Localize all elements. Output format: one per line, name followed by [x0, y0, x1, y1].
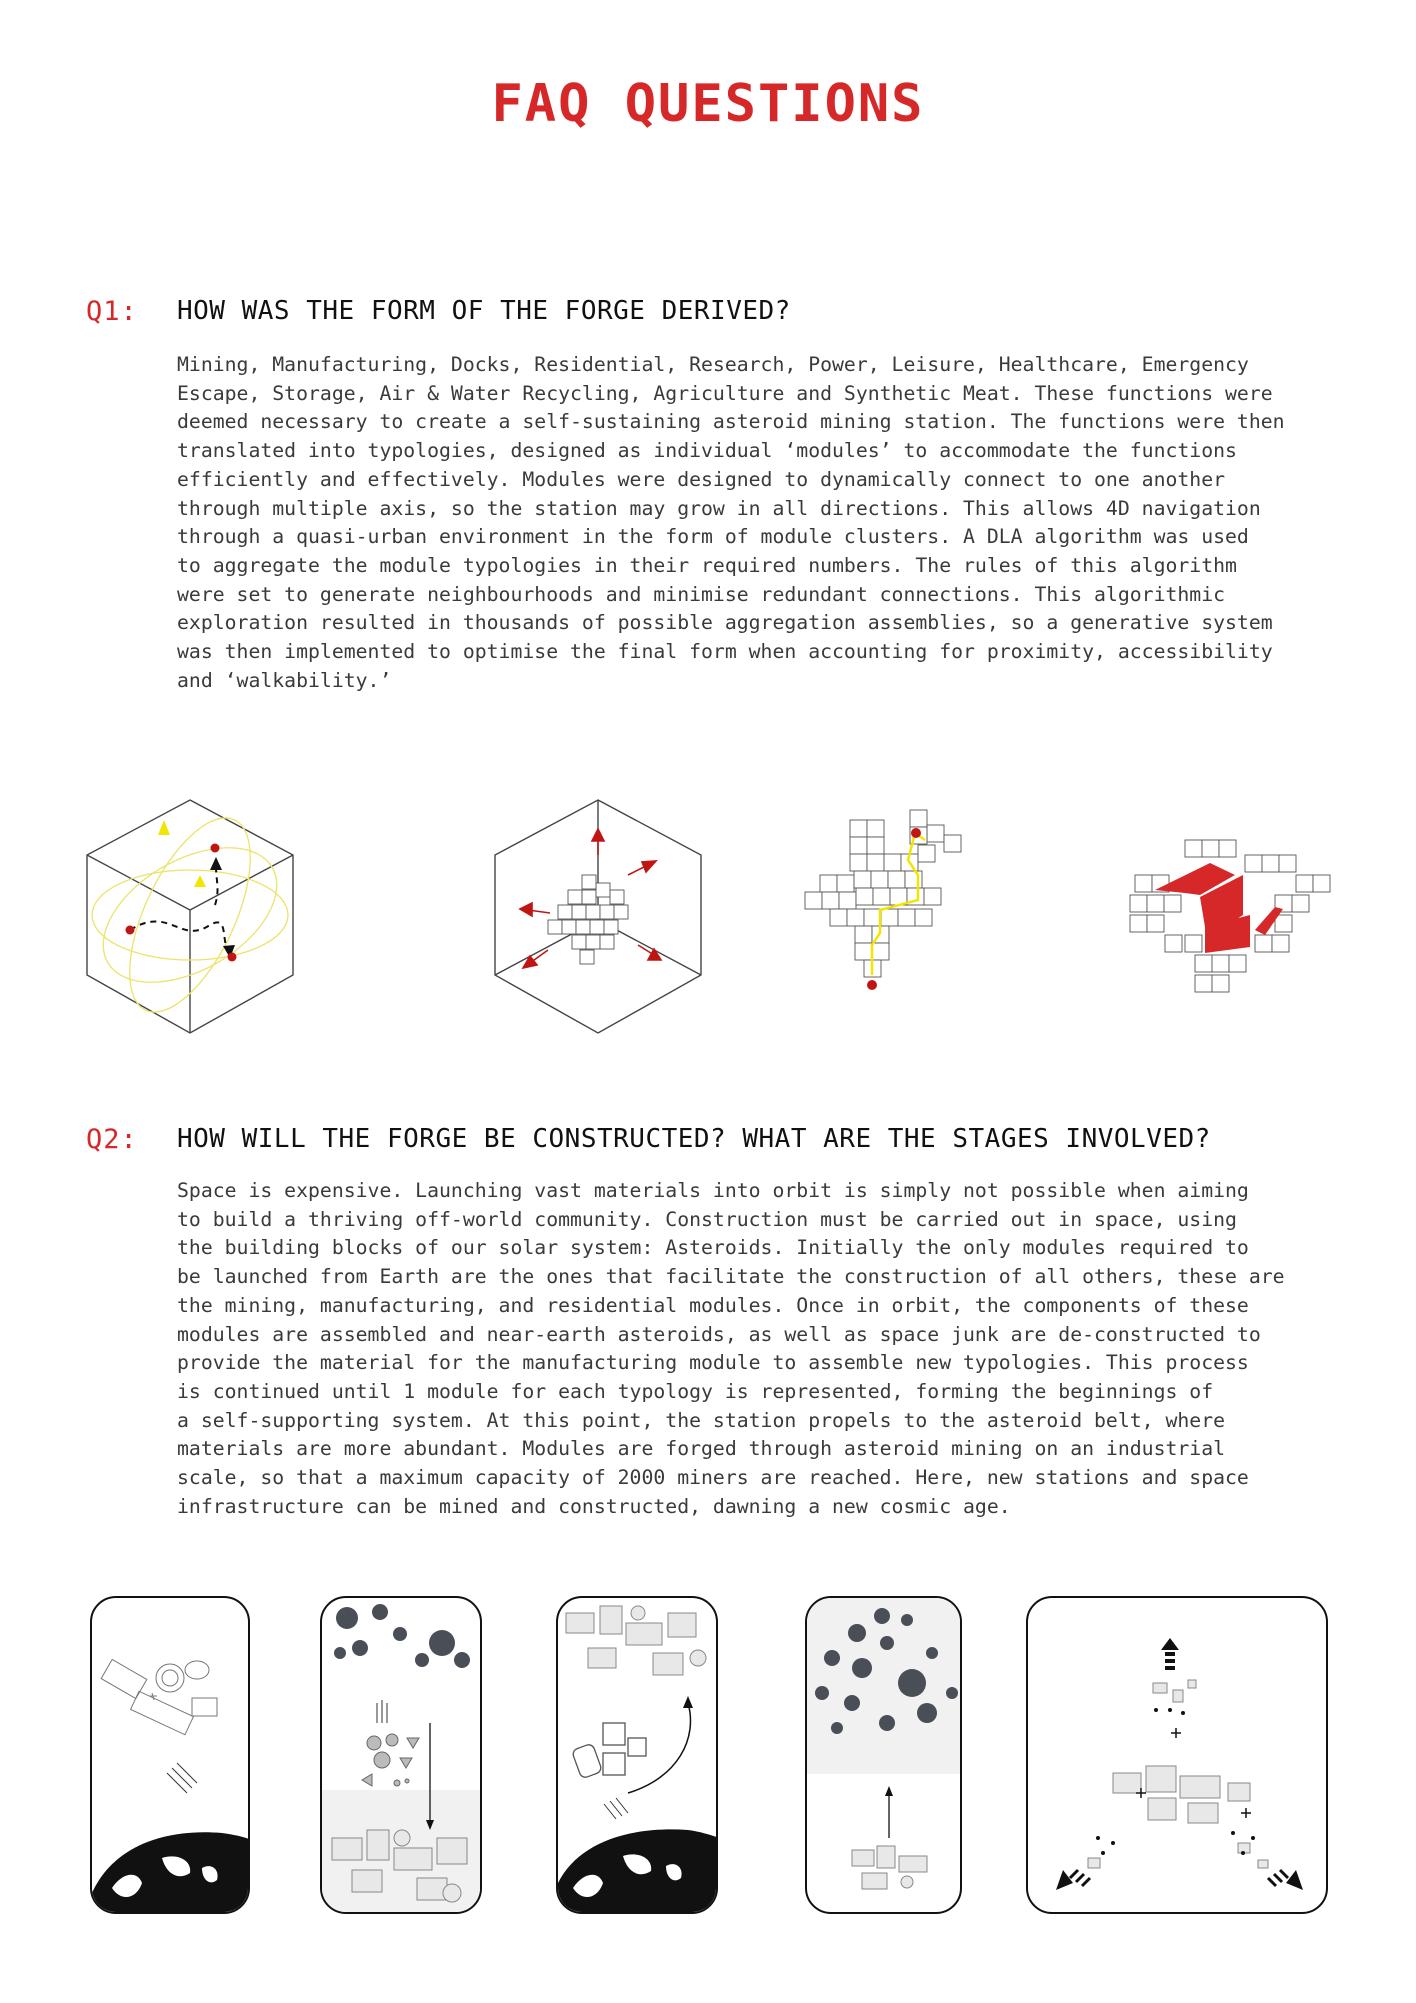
q2-answer-line: the mining, manufacturing, and residential modules. Once in orbit, the components of these — [177, 1293, 1249, 1317]
launch-illustration — [92, 1598, 250, 1914]
q1-label: Q1: — [86, 296, 138, 327]
q1-answer-line: deemed necessary to create a self-sustaining asteroid mining station. The functions were then — [177, 410, 1285, 434]
diagram-cluster-path — [800, 805, 1000, 1005]
stage-card-launch — [90, 1596, 250, 1914]
q2-answer-line: Space is expensive. Launching vast materials into orbit is simply not possible when aiming — [177, 1179, 1249, 1202]
q1-answer — [177, 351, 1337, 695]
q2-label: Q2: — [86, 1124, 138, 1155]
q2-answer-line: modules are assembled and near-earth asteroids, as well as space junk are de-constructed to — [177, 1322, 1261, 1346]
q2-answer-line: to build a thriving off-world community. Construction must be carried out in space, using — [177, 1207, 1237, 1231]
diagram-cluster-highlight — [1125, 835, 1335, 1005]
q1-answer-line: through multiple axis, so the station may grow in all directions. This allows 4D navigation — [177, 496, 1261, 520]
q2-answer-line: infrastructure can be mined and constructed, dawning a new cosmic age. — [177, 1494, 1011, 1518]
expansion-illustration — [1028, 1598, 1328, 1914]
q2-answer-line: materials are more abundant. Modules are forged through asteroid mining on an industrial — [177, 1437, 1226, 1461]
q1-question: HOW WAS THE FORM OF THE FORGE DERIVED? — [177, 296, 791, 326]
q1-answer-line: translated into typologies, designed as individual ‘modules’ to accommodate the functions — [177, 439, 1237, 463]
q1-answer-line: and ‘walkability.’ — [177, 668, 392, 692]
q1-answer-line: through a quasi-urban environment in the form of module clusters. A DLA algorithm was used — [177, 525, 1249, 549]
q2-answer — [177, 1177, 1337, 1521]
stage-card-expansion — [1026, 1596, 1328, 1914]
q1-answer-line: to aggregate the module typologies in their required numbers. The rules of this algorithm — [177, 553, 1237, 577]
q1-answer-line: exploration resulted in thousands of possible aggregation assemblies, so a generative system — [177, 611, 1273, 635]
mining-illustration — [322, 1598, 482, 1914]
q2-answer-line: a self-supporting system. At this point, the station propels to the asteroid belt, where — [177, 1408, 1226, 1432]
asteroid-belt-illustration — [807, 1598, 962, 1914]
q2-answer-line: provide the material for the manufacturing module to assemble new typologies. This process — [177, 1351, 1249, 1375]
q2-question: HOW WILL THE FORGE BE CONSTRUCTED? WHAT ARE THE STAGES INVOLVED? — [177, 1124, 1211, 1154]
q2-answer-line: the building blocks of our solar system: Asteroids. Initially the only modules required to — [177, 1236, 1249, 1260]
page-title: FAQ QUESTIONS — [491, 74, 925, 134]
diagram-navigation-cube — [80, 795, 300, 1040]
q1-answer-line: Escape, Storage, Air & Water Recycling, Agriculture and Synthetic Meat. These functions were — [177, 381, 1273, 405]
stage-card-manufacturing — [556, 1596, 718, 1914]
diagram-growth-cube — [488, 795, 708, 1040]
q1-answer-line: was then implemented to optimise the final form when accounting for proximity, accessibility — [177, 640, 1273, 664]
q2-answer-line: scale, so that a maximum capacity of 2000 miners are reached. Here, new stations and space — [177, 1466, 1249, 1490]
manufacturing-illustration — [558, 1598, 718, 1914]
q2-answer-line: is continued until 1 module for each typology is represented, forming the beginnings of — [177, 1379, 1214, 1403]
q1-answer-line: efficiently and effectively. Modules were designed to dynamically connect to one another — [177, 467, 1226, 491]
stage-card-mining — [320, 1596, 482, 1914]
q2-answer-line: be launched from Earth are the ones that facilitate the construction of all others, these are — [177, 1265, 1285, 1289]
stage-card-asteroid-belt — [805, 1596, 962, 1914]
q1-answer-line: Mining, Manufacturing, Docks, Residential, Research, Power, Leisure, Healthcare, Emergency — [177, 353, 1249, 376]
q1-answer-line: were set to generate neighbourhoods and minimise redundant connections. This algorithmic — [177, 582, 1226, 606]
